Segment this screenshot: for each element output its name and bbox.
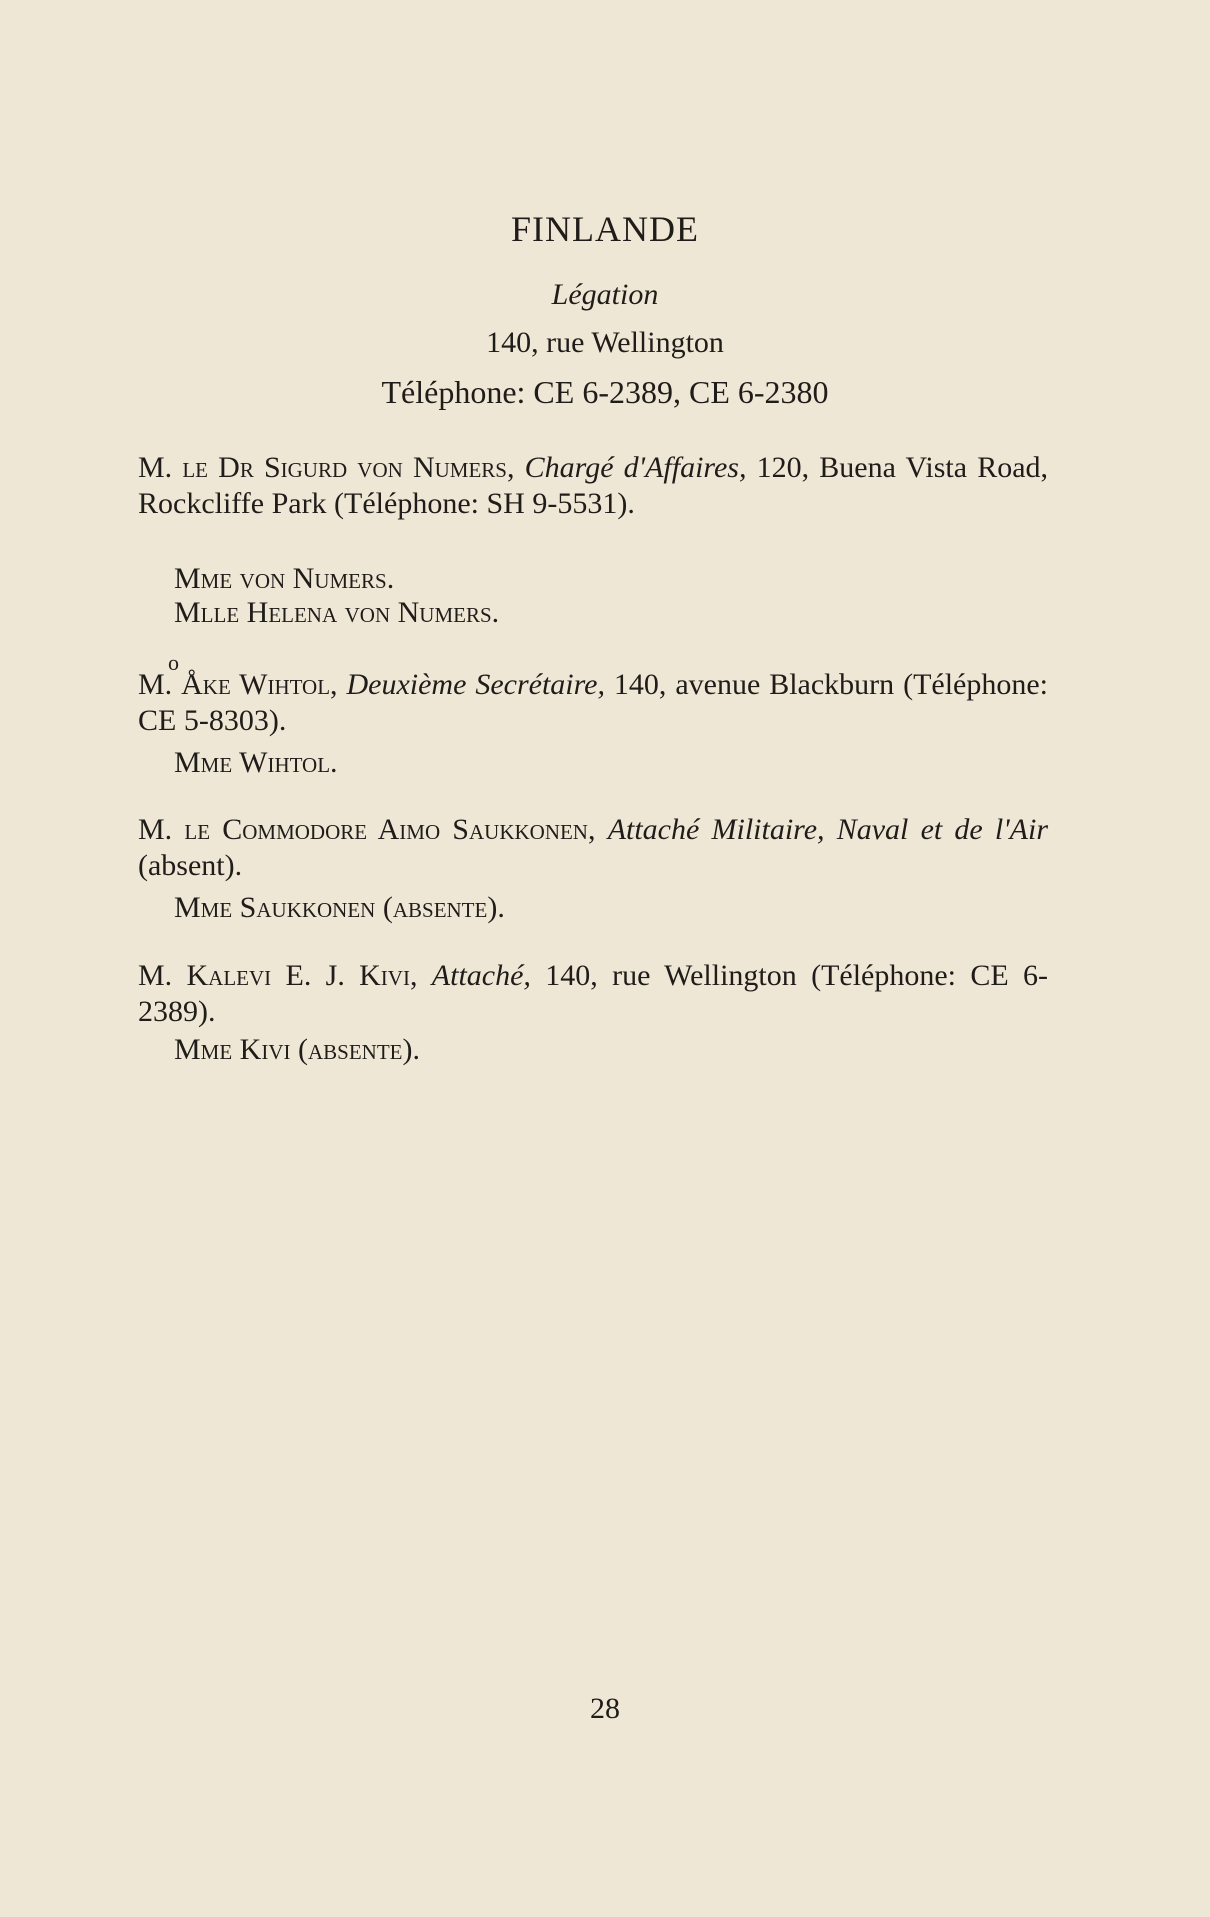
- spouse-line: Mme Saukkonen (absente).: [174, 891, 505, 924]
- legation-phone: Téléphone: CE 6-2389, CE 6-2380: [381, 374, 829, 410]
- entry-title: Attaché Militaire, Naval et de l'Air: [607, 813, 1049, 846]
- entry-detail: (absent).: [138, 849, 243, 882]
- staff-entry: [138, 667, 1048, 739]
- entry-detail: 140, rue Wellington (Téléphone: CE 6-2389).: [138, 959, 1048, 1028]
- entry-prefix: M.: [138, 959, 173, 992]
- entry-prefix: M.: [138, 668, 173, 701]
- entry-name: Åke Wihtol,: [181, 668, 338, 701]
- staff-entry: [138, 450, 1048, 522]
- entry-prefix: M.: [138, 451, 173, 484]
- section-separator: o: [168, 650, 179, 675]
- entry-detail: 120, Buena Vista Road, Rockcliffe Park (Téléphone: SH 9-5531).: [138, 451, 1049, 520]
- entry-prefix: M.: [138, 813, 173, 846]
- spouse-line: Mme von Numers.: [174, 562, 395, 595]
- country-heading: FINLANDE: [511, 209, 699, 249]
- entry-title: Attaché,: [431, 959, 531, 992]
- entry-detail: 140, avenue Blackburn (Téléphone: CE 5-8303).: [138, 668, 1049, 737]
- staff-entry: [138, 812, 1048, 884]
- family-line: Mlle Helena von Numers.: [174, 596, 500, 629]
- legation-address: 140, rue Wellington: [486, 326, 724, 359]
- staff-entry: [138, 958, 1048, 1030]
- entry-name: Kalevi E. J. Kivi,: [186, 959, 418, 992]
- spouse-line: Mme Wihtol.: [174, 746, 338, 779]
- entry-name: le Commodore Aimo Saukkonen,: [184, 813, 596, 846]
- entry-title: Chargé d'Affaires,: [524, 451, 747, 484]
- spouse-line: Mme Kivi (absente).: [174, 1033, 420, 1066]
- legation-subheading: Légation: [551, 278, 659, 311]
- entry-name: le Dr Sigurd von Numers,: [182, 451, 515, 484]
- page-number: 28: [590, 1692, 620, 1725]
- entry-title: Deuxième Secrétaire,: [346, 668, 605, 701]
